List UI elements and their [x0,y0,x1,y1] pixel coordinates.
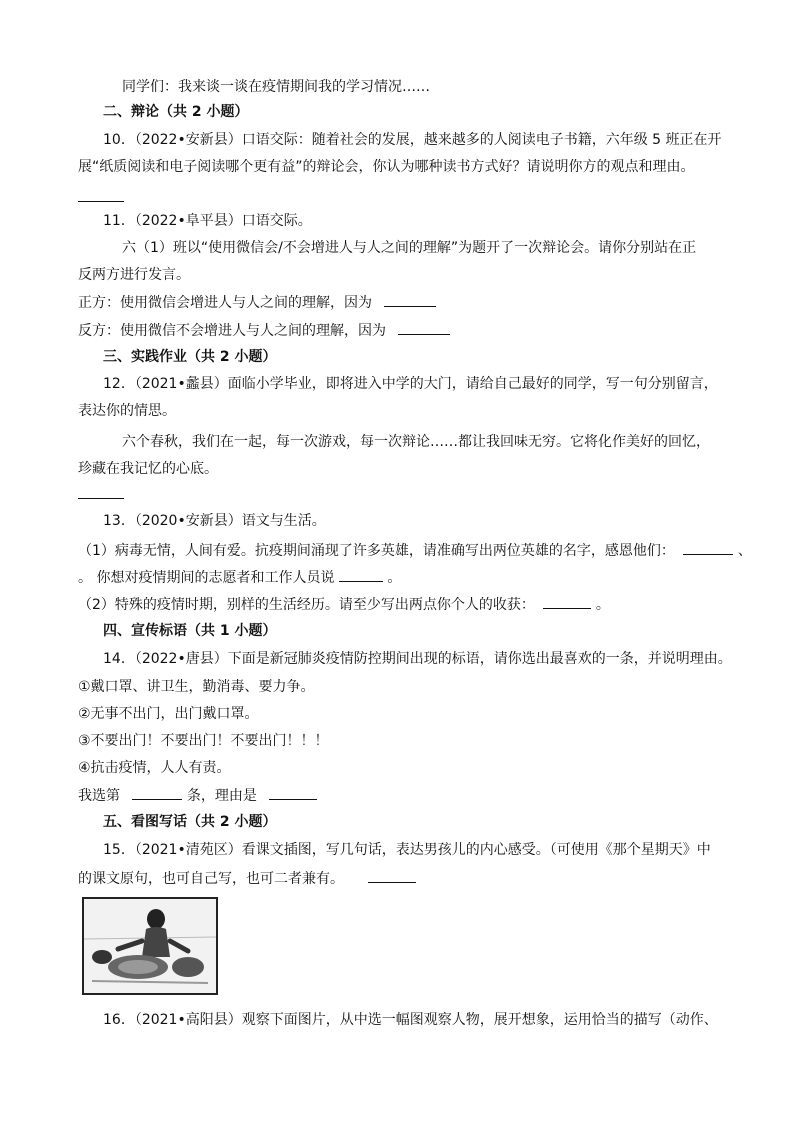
con-side-line [78,320,450,341]
answer-blank-reason[interactable] [269,785,317,800]
question-13-part-1-text-2: 。 你想对疫情期间的志愿者和工作人员说 [78,570,335,586]
question-11-line-1: 六（1）班以“使用微信会/不会增进人与人之间的理解”为题开了一次辩论会。请你分别站在正 [122,240,697,256]
question-15-text: 的课文原句，也可自己写，也可二者兼有。 [78,871,344,887]
answer-blank-con[interactable] [398,320,450,335]
question-12-line-1: 12．（2021•蠡县）面临小学毕业，即将进入中学的大门，请给自己最好的同学，写一句分别留言， [103,376,718,392]
question-13-separator: 、 [737,543,752,559]
answer-blank-hero-1[interactable] [683,540,733,555]
answer-blank-10[interactable] [78,200,124,202]
slogan-choice-line [78,785,317,806]
question-15-line-1: 15．（2021•清苑区）看课文插图，写几句话，表达男孩儿的内心感受。（可使用《那个星期天》中 [103,842,711,858]
question-13-part-2-period: 。 [595,597,610,613]
section-heading-debate: 二、辩论（共 2 小题） [103,104,249,120]
question-13-part-1-line-2 [78,567,401,588]
boy-illustration-image [84,899,216,993]
answer-blank-15[interactable] [368,868,416,883]
question-12-line-4: 珍藏在我记忆的心底。 [78,461,218,477]
section-heading-picture-writing: 五、看图写话（共 2 小题） [103,814,277,830]
answer-blank-pro[interactable] [384,292,436,307]
con-side-text: 反方：使用微信不会增进人与人之间的理解，因为 [78,323,386,339]
question-12-line-2: 表达你的情思。 [78,403,176,419]
question-13-period: 。 [387,570,402,586]
answer-blank-12[interactable] [78,497,124,499]
question-11-line-2: 反两方进行发言。 [78,267,190,283]
answer-blank-volunteers[interactable] [339,567,383,582]
question-15-line-2 [78,868,416,889]
slogan-option-2: ②无事不出门，出门戴口罩。 [78,706,259,722]
slogan-option-4: ④抗击疫情，人人有责。 [78,760,231,776]
slogan-option-3: ③不要出门！不要出门！不要出门！！！ [78,733,329,749]
slogan-reason-label: 条，理由是 [186,788,257,804]
question-10-line-2: 展“纸质阅读和电子阅读哪个更有益”的辩论会，你认为哪种读书方式好？请说明你方的观点和理由。 [78,159,695,175]
pro-side-text: 正方：使用微信会增进人与人之间的理解，因为 [78,295,372,311]
slogan-option-1: ①戴口罩、讲卫生，勤消毒、要力争。 [78,679,315,695]
intro-line: 同学们：我来谈一谈在疫情期间我的学习情况…… [122,79,430,95]
question-13-part-2-text: （2）特殊的疫情时期，别样的生活经历。请至少写出两点你个人的收获： [78,597,535,613]
question-10-line-1: 10．（2022•安新县）口语交际：随着社会的发展，越来越多的人阅读电子书籍，六年级 5 班正在开 [103,132,722,148]
question-13-part-1-line-1 [78,540,752,561]
section-heading-practice: 三、实践作业（共 2 小题） [103,349,277,365]
question-14-title: 14．（2022•唐县）下面是新冠肺炎疫情防控期间出现的标语，请你选出最喜欢的一条，并说明理由。 [103,651,732,667]
question-13-part-2-line [78,594,610,615]
answer-blank-choice[interactable] [132,785,182,800]
answer-blank-gains[interactable] [543,594,591,609]
question-13-part-1-text: （1）病毒无情，人间有爱。抗疫期间涌现了许多英雄，请准确写出两位英雄的名字，感恩他们： [78,543,675,559]
section-heading-slogans: 四、宣传标语（共 1 小题） [103,623,277,639]
question-11-title: 11．（2022•阜平县）口语交际。 [103,213,312,229]
question-16-line-1: 16．（2021•高阳县）观察下面图片，从中选一幅图观察人物，展开想象，运用恰当的描写（动作、 [103,1012,718,1028]
question-12-line-3: 六个春秋，我们在一起，每一次游戏，每一次辩论……都让我回味无穷。它将化作美好的回忆， [122,434,710,450]
slogan-choice-label: 我选第 [78,788,120,804]
question-13-title: 13．（2020•安新县）语文与生活。 [103,513,326,529]
pro-side-line [78,292,436,313]
textbook-illustration [82,897,218,995]
